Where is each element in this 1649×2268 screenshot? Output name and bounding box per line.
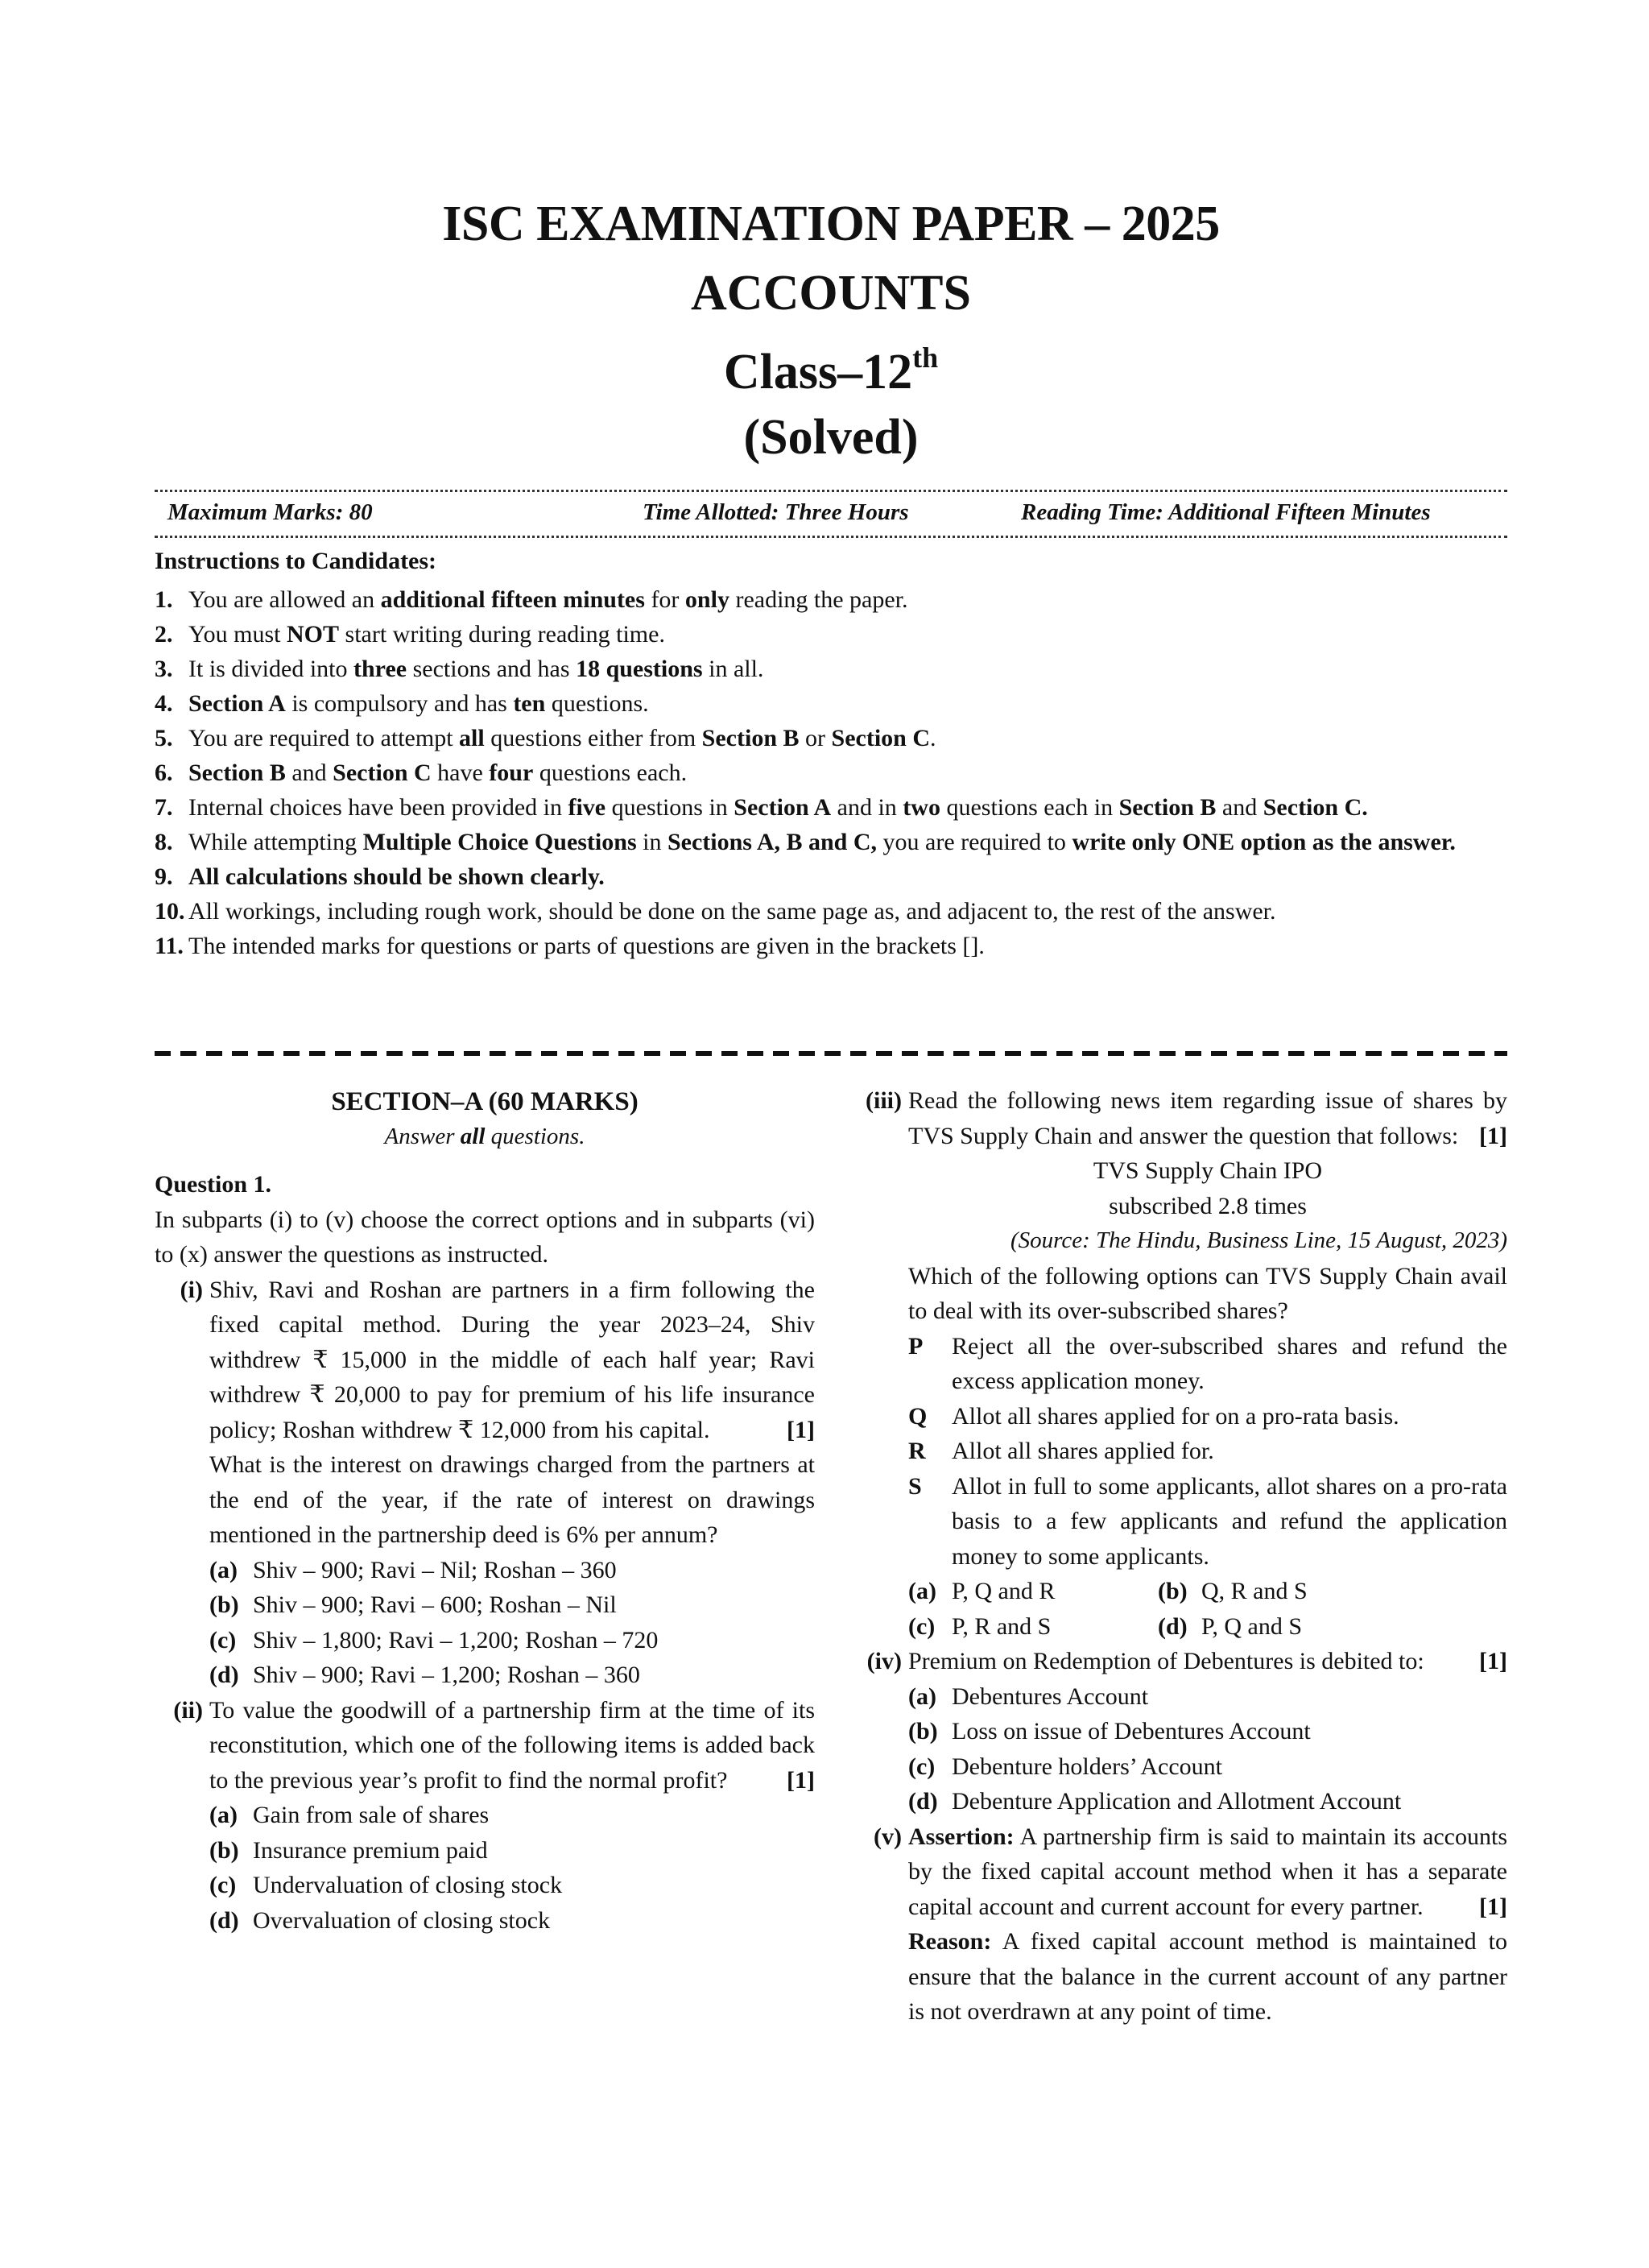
instruction-emphasis: Section A <box>188 690 286 717</box>
option-label: (d) <box>908 1788 938 1815</box>
news-headline-line2: subscribed 2.8 times <box>1109 1192 1307 1219</box>
instruction-emphasis: all <box>459 725 485 751</box>
instruction-emphasis: Sections A, B and C, <box>667 829 878 855</box>
instruction-emphasis: 18 questions <box>576 656 703 682</box>
instruction-text: and <box>1216 794 1263 821</box>
subpart-iii-question: Which of the following options can TVS Supply Chain avail to deal with its over-subscribed shares? <box>908 1262 1507 1324</box>
reason-text: A fixed capital account method is maintained to ensure that the balance in the current account of any partner is not overdrawn at any point of time. <box>908 1928 1507 2025</box>
option-label: (b) <box>209 1591 239 1618</box>
reason-label: Reason: <box>908 1928 992 1955</box>
subpart-v <box>853 1819 1507 2030</box>
subpart-ii-options <box>209 1798 815 1938</box>
option-text: Allot in full to some applicants, allot shares on a pro-rata basis to a few applicants and refund the application money to some applicants. <box>952 1472 1507 1570</box>
instruction-emphasis: Section B <box>701 725 800 751</box>
subpart-iii-text <box>908 1083 1507 1153</box>
marks-badge: [1] <box>787 1416 815 1443</box>
instruction-item <box>155 894 1507 929</box>
max-marks: Maximum Marks: 80 <box>167 499 373 525</box>
news-source: (Source: The Hindu, Business Line, 15 August, 2023) <box>1010 1227 1507 1253</box>
statement-list <box>908 1329 1507 1575</box>
instructions-heading: Instructions to Candidates: <box>155 548 437 574</box>
instruction-text: in <box>636 829 667 855</box>
option-item <box>908 1749 1507 1785</box>
instruction-emphasis: Multiple Choice Questions <box>362 829 637 855</box>
instruction-text: for <box>644 586 685 613</box>
class-title <box>155 325 1507 404</box>
class-suffix: th <box>912 341 939 374</box>
option-text: Shiv – 900; Ravi – Nil; Roshan – 360 <box>253 1556 617 1583</box>
marks-badge: [1] <box>1479 1648 1507 1674</box>
instruction-emphasis: All calculations should be shown clearly. <box>188 863 605 890</box>
instruction-number: 4. <box>155 690 173 717</box>
option-label: (c) <box>908 1612 936 1640</box>
class-label: Class–12 <box>723 345 913 399</box>
section-a-title: SECTION–A (60 MARKS) <box>331 1087 639 1116</box>
option-text: P, R and S <box>952 1612 1052 1640</box>
question-1-intro: In subparts (i) to (v) choose the correct options and in subparts (vi) to (x) answer the questions as instructed. <box>155 1206 815 1268</box>
option-label: (a) <box>209 1556 238 1583</box>
question-1-title: Question 1. <box>155 1171 272 1198</box>
instruction-text: . <box>930 725 936 751</box>
option-item <box>209 1833 815 1869</box>
option-label: (d) <box>1158 1612 1188 1640</box>
instruction-emphasis: only <box>684 586 729 613</box>
instruction-number: 3. <box>155 656 173 682</box>
subpart-iv-text <box>908 1644 1507 1679</box>
option-item <box>908 1714 1507 1749</box>
instruction-emphasis: five <box>568 794 606 821</box>
assertion <box>908 1819 1507 1925</box>
assertion-text: A partnership firm is said to maintain its accounts by the fixed capital account method when it has a separate capital account and current account for every partner. <box>908 1823 1507 1920</box>
option-text: Shiv – 1,800; Ravi – 1,200; Roshan – 720 <box>253 1626 659 1653</box>
paper-title: ISC EXAMINATION PAPER – 2025 <box>442 197 1220 251</box>
instruction-emphasis: Section C <box>333 759 432 786</box>
option-text: Debenture holders’ Account <box>952 1753 1222 1780</box>
subtitle-emphasis: all <box>460 1124 486 1149</box>
instruction-text: It is divided into <box>188 656 353 682</box>
marks-badge: [1] <box>787 1766 815 1794</box>
option-text: Loss on issue of Debentures Account <box>952 1718 1311 1744</box>
instruction-text: or <box>799 725 832 751</box>
instruction-item <box>155 859 1507 894</box>
option-label: Q <box>908 1402 928 1430</box>
option-text: Gain from sale of shares <box>253 1802 490 1828</box>
instruction-emphasis: NOT <box>287 621 340 648</box>
instruction-text: and in <box>831 794 903 821</box>
option-item <box>209 1798 815 1833</box>
instruction-text: questions either from <box>484 725 702 751</box>
instruction-number: 9. <box>155 863 173 890</box>
question-text: Read the following news item regarding issue of shares by TVS Supply Chain and answer the question that follows: <box>908 1087 1507 1149</box>
option-text: Debentures Account <box>952 1682 1149 1710</box>
option-item <box>908 1434 1507 1469</box>
reason <box>908 1924 1507 2030</box>
instruction-number: 5. <box>155 725 173 751</box>
instruction-number: 10. <box>155 898 185 925</box>
instruction-item <box>155 686 1507 721</box>
option-item <box>908 1399 1507 1434</box>
option-label: (c) <box>209 1872 237 1898</box>
option-item <box>209 1587 815 1623</box>
instruction-emphasis: ten <box>513 690 546 717</box>
option-text: Reject all the over-subscribed shares and refund the excess application money. <box>952 1332 1507 1394</box>
subpart-iii <box>853 1083 1507 1644</box>
option-text: Shiv – 900; Ravi – 600; Roshan – Nil <box>253 1591 617 1618</box>
assertion-label: Assertion: <box>908 1823 1015 1850</box>
instruction-number: 8. <box>155 829 173 855</box>
option-text: P, Q and S <box>1201 1612 1303 1640</box>
marks-badge: [1] <box>1479 1893 1507 1920</box>
subpart-label: (v) <box>874 1823 902 1850</box>
instruction-emphasis: additional fifteen minutes <box>380 586 645 613</box>
option-text: Undervaluation of closing stock <box>253 1872 563 1898</box>
title-block <box>155 187 1507 470</box>
instruction-item <box>155 929 1507 963</box>
option-label: (d) <box>209 1662 239 1688</box>
instruction-text: All workings, including rough work, should be done on the same page as, and adjacent to, the rest of the answer. <box>188 898 1276 925</box>
instruction-emphasis: four <box>489 759 534 786</box>
instruction-text: sections and has <box>407 656 577 682</box>
option-text: Debenture Application and Allotment Account <box>952 1788 1402 1815</box>
instruction-item <box>155 790 1507 825</box>
instruction-text: questions in <box>605 794 734 821</box>
instruction-emphasis: write only ONE option as the answer. <box>1072 829 1456 855</box>
option-text: Allot all shares applied for on a pro-rata basis. <box>952 1402 1399 1430</box>
news-headline-line1: TVS Supply Chain IPO <box>1093 1157 1323 1184</box>
right-column <box>853 1083 1507 2030</box>
instructions-list <box>155 582 1507 963</box>
instruction-text: Internal choices have been provided in <box>188 794 568 821</box>
instruction-text: While attempting <box>188 829 363 855</box>
option-item <box>908 1574 1158 1609</box>
instruction-number: 7. <box>155 794 173 821</box>
instruction-number: 1. <box>155 586 173 613</box>
section-a-subtitle <box>155 1120 815 1153</box>
instruction-text: is compulsory and has <box>285 690 514 717</box>
instruction-text: reading the paper. <box>729 586 908 613</box>
instruction-emphasis: Section B <box>1118 794 1217 821</box>
subpart-label: (iii) <box>866 1087 902 1114</box>
question-text: To value the goodwill of a partnership firm at the time of its reconstitution, which one of the following items is added back to the previous year’s profit to find the normal profit? <box>209 1696 815 1794</box>
option-item <box>908 1329 1507 1399</box>
instruction-text: have <box>431 759 490 786</box>
instruction-emphasis: three <box>353 656 407 682</box>
option-label: (b) <box>209 1836 239 1864</box>
option-text: Q, R and S <box>1201 1578 1308 1604</box>
subpart-ii-text <box>209 1693 815 1798</box>
exam-info-row <box>167 499 1496 532</box>
subpart-i-options <box>209 1553 815 1693</box>
instruction-text: and <box>285 759 333 786</box>
option-text: Shiv – 900; Ravi – 1,200; Roshan – 360 <box>253 1662 640 1688</box>
option-label: S <box>908 1472 922 1500</box>
dotted-rule-bottom <box>155 536 1507 538</box>
subpart-label: (iv) <box>866 1648 902 1674</box>
option-text: Insurance premium paid <box>253 1836 488 1864</box>
subpart-ii <box>155 1693 815 1939</box>
instruction-emphasis: Section C <box>831 725 931 751</box>
instruction-text: start writing during reading time. <box>339 621 665 648</box>
option-label: P <box>908 1332 924 1360</box>
option-text: P, Q and R <box>952 1578 1056 1604</box>
question-text: Premium on Redemption of Debentures is debited to: <box>908 1648 1424 1674</box>
option-item <box>1158 1574 1507 1609</box>
subpart-i <box>155 1273 815 1693</box>
subpart-i-text <box>209 1273 815 1448</box>
instruction-text: You must <box>188 621 287 648</box>
option-item <box>209 1553 815 1588</box>
subtitle-text: Answer <box>384 1124 461 1149</box>
option-item <box>209 1658 815 1693</box>
subpart-iv <box>853 1644 1507 1819</box>
instruction-emphasis: Section C. <box>1263 794 1368 821</box>
option-text: Allot all shares applied for. <box>952 1438 1214 1464</box>
instruction-item <box>155 652 1507 686</box>
option-label: (c) <box>908 1753 936 1780</box>
option-item <box>209 1903 815 1939</box>
option-item <box>209 1623 815 1658</box>
subpart-iv-options <box>908 1679 1507 1819</box>
instruction-text: questions each in <box>940 794 1119 821</box>
option-item <box>908 1609 1158 1645</box>
option-label: R <box>908 1438 926 1464</box>
instruction-text: You are allowed an <box>188 586 381 613</box>
option-item <box>1158 1609 1507 1645</box>
option-item <box>209 1868 815 1903</box>
subtitle-text: questions. <box>485 1124 585 1149</box>
option-label: (a) <box>908 1682 936 1710</box>
option-item <box>908 1784 1507 1819</box>
instruction-text: you are required to <box>877 829 1072 855</box>
instruction-number: 11. <box>155 933 184 959</box>
solved-label: (Solved) <box>743 410 919 465</box>
instruction-number: 2. <box>155 621 173 648</box>
option-label: (d) <box>209 1906 239 1934</box>
instruction-item <box>155 721 1507 755</box>
time-allotted: Time Allotted: Three Hours <box>643 499 909 525</box>
question-text: Shiv, Ravi and Roshan are partners in a firm following the fixed capital method. During the year 2023–24, Shiv withdrew ₹ 15,000 in the middle of each half year; Ravi withdrew ₹ 20,000 to pay for premium of his life insurance policy; Roshan withdrew ₹ 12,000 from his capital. <box>209 1276 815 1443</box>
option-text: Overvaluation of closing stock <box>253 1906 551 1934</box>
subject-title: ACCOUNTS <box>691 266 971 321</box>
instruction-text: in all. <box>702 656 764 682</box>
instruction-emphasis: two <box>903 794 940 821</box>
option-label: (a) <box>908 1578 936 1604</box>
section-divider <box>155 1051 1507 1056</box>
instruction-item <box>155 755 1507 790</box>
subpart-label: (i) <box>180 1276 203 1303</box>
subpart-i-question: What is the interest on drawings charged from the partners at the end of the year, if the rate of interest on drawings mentioned in the partnership deed is 6% per annum? <box>209 1451 815 1548</box>
left-column <box>155 1083 815 1938</box>
instruction-item <box>155 825 1507 859</box>
instruction-text: questions. <box>545 690 649 717</box>
instruction-text: The intended marks for questions or parts of questions are given in the brackets []. <box>188 933 985 959</box>
subpart-label: (ii) <box>173 1696 203 1724</box>
instruction-item <box>155 582 1507 617</box>
option-item <box>908 1469 1507 1575</box>
option-label: (b) <box>908 1718 938 1744</box>
marks-badge: [1] <box>1479 1122 1507 1149</box>
instruction-item <box>155 617 1507 652</box>
instruction-number: 6. <box>155 759 173 786</box>
reading-time: Reading Time: Additional Fifteen Minutes <box>1021 499 1431 525</box>
instruction-emphasis: Section A <box>734 794 832 821</box>
option-label: (a) <box>209 1802 238 1828</box>
instruction-text: questions each. <box>533 759 688 786</box>
option-label: (c) <box>209 1626 237 1653</box>
instruction-text: You are required to attempt <box>188 725 460 751</box>
subpart-iii-options <box>908 1574 1507 1644</box>
option-item <box>908 1679 1507 1715</box>
instruction-emphasis: Section B <box>188 759 286 786</box>
dotted-rule-top <box>155 490 1507 492</box>
option-label: (b) <box>1158 1578 1188 1604</box>
